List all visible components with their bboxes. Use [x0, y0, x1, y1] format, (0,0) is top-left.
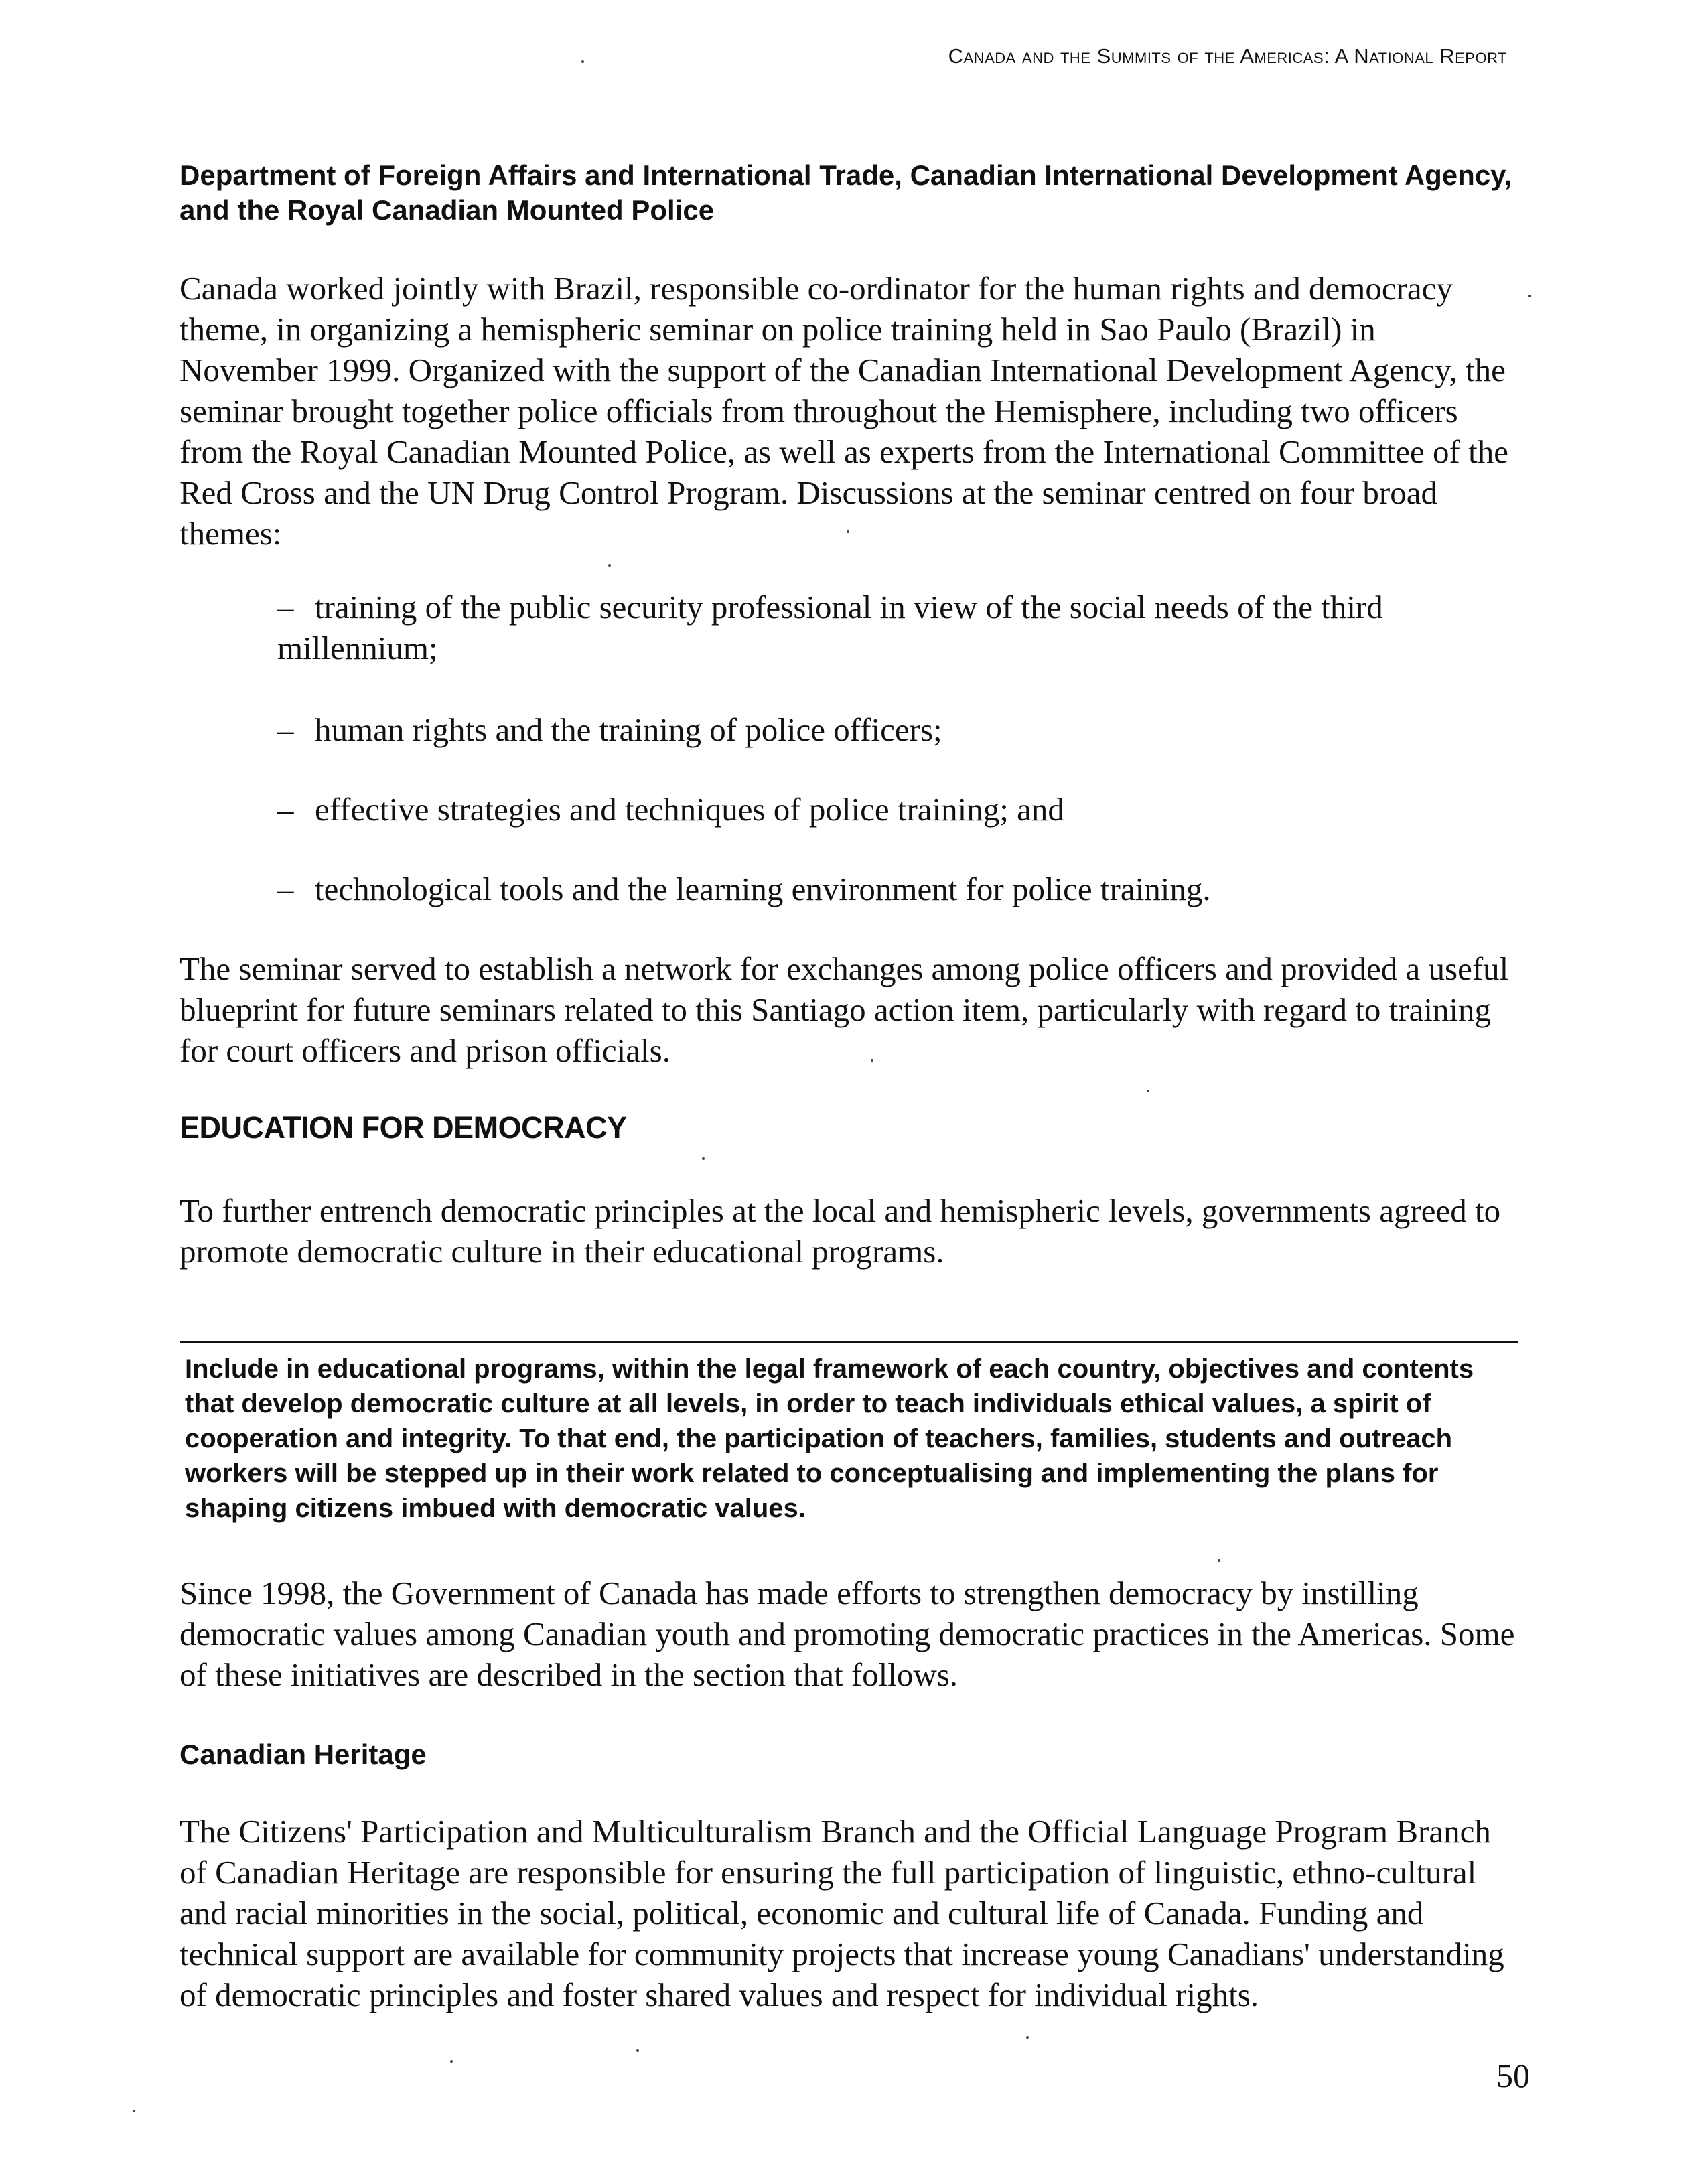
theme-item [277, 869, 1496, 910]
scan-speck [133, 2110, 135, 2112]
divider-rule [180, 1341, 1518, 1343]
dash-bullet: – [277, 589, 294, 626]
scan-speck [702, 1157, 705, 1160]
heritage-paragraph: The Citizens' Participation and Multiculturalism Branch and the Official Language Program Branch of Canadian Heritage are responsible for ensuring the full participation of linguistic, ethno-cultural and racial minorities in the social, political, economic and cultural life of Canada. Funding and technical support are available for community projects that increase young Canadians' understanding of democratic principles and foster shared values and respect for individual rights. [180, 1813, 1504, 2013]
seminar-conclusion-paragraph: The seminar served to establish a network for exchanges among police officers and provided a useful blueprint for future seminars related to this Santiago action item, particularly with regard to training for court officers and prison officials. [180, 950, 1509, 1069]
dash-bullet: – [277, 871, 294, 907]
dash-bullet: – [277, 711, 294, 748]
education-intro-paragraph: To further entrench democratic principles at the local and hemispheric levels, governments agreed to promote democratic culture in their educational programs. [180, 1192, 1501, 1270]
agency-heading: Department of Foreign Affairs and International Trade, Canadian International Development Agency, and the Royal Canadian Mounted Police [180, 159, 1512, 226]
theme-item [277, 789, 1496, 830]
scan-speck [636, 2049, 639, 2052]
running-header: Canada and the Summits of the Americas: A National Report [948, 44, 1507, 68]
scan-speck [871, 1059, 873, 1062]
scan-speck [1528, 295, 1531, 297]
theme-text: human rights and the training of police officers; [315, 711, 942, 748]
scan-speck [1218, 1559, 1220, 1562]
page-number: 50 [1496, 2057, 1530, 2094]
subsection-heading: Canadian Heritage [180, 1739, 427, 1770]
scan-speck [1147, 1090, 1149, 1092]
action-item-text: Include in educational programs, within the legal framework of each country, objectives and contents that develop democratic culture at all levels, in order to teach individuals ethical values, a spirit of cooperation and integrity. To that end, the participation of teachers, families, students and outreach workers will be stepped up in their work related to conceptualising and implementing the plans for shaping citizens imbued with democratic values. [185, 1354, 1474, 1523]
seminar-intro-paragraph: Canada worked jointly with Brazil, responsible co-ordinator for the human rights and democracy theme, in organizing a hemispheric seminar on police training held in Sao Paulo (Brazil) in November 1999. Organized with the support of the Canadian International Development Agency, the seminar brought together police officials from throughout the Hemisphere, including two officers from the Royal Canadian Mounted Police, as well as experts from the International Committee of the Red Cross and the UN Drug Control Program. Discussions at the seminar centred on four broad themes: [180, 270, 1508, 552]
scan-speck [608, 564, 611, 567]
scan-speck [1026, 2036, 1029, 2039]
theme-text: training of the public security professional in view of the social needs of the third millennium; [277, 589, 1383, 666]
theme-text: effective strategies and techniques of police training; and [315, 791, 1064, 828]
scan-speck [581, 60, 584, 63]
theme-text: technological tools and the learning environment for police training. [315, 871, 1211, 907]
theme-item [277, 587, 1496, 668]
scan-speck [847, 530, 849, 533]
scan-speck [450, 2060, 453, 2063]
theme-item [277, 709, 1496, 750]
dash-bullet: – [277, 791, 294, 828]
since-1998-paragraph: Since 1998, the Government of Canada has made efforts to strengthen democracy by instilling democratic values among Canadian youth and promoting democratic practices in the Americas. Some of these initiatives are described in the section that follows. [180, 1575, 1515, 1693]
section-heading: EDUCATION FOR DEMOCRACY [180, 1110, 627, 1145]
